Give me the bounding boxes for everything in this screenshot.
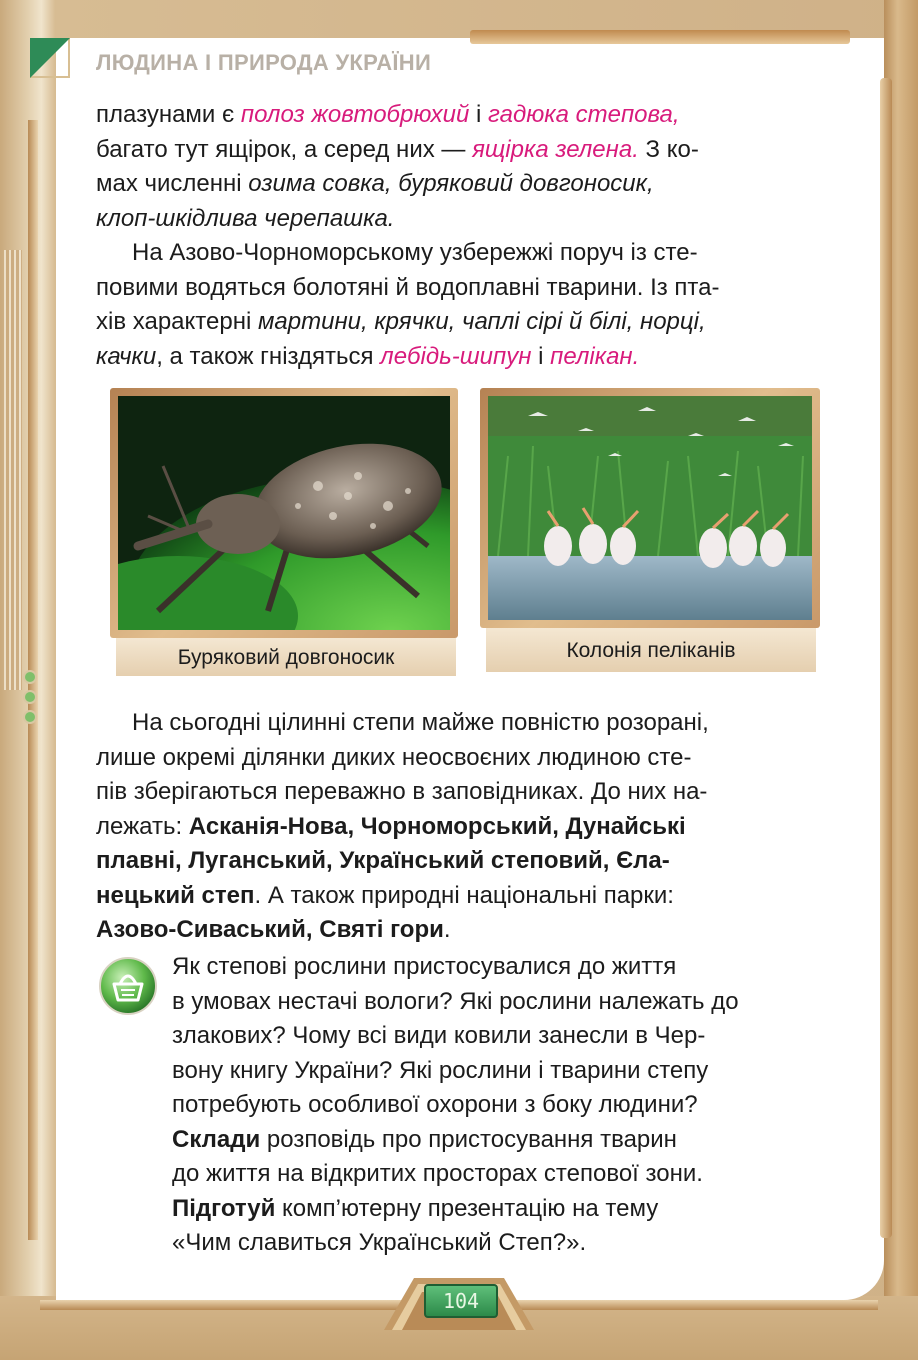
text-span: лежать: [96,812,189,840]
species-name: качки [96,342,157,370]
text-span: хів характерні [96,308,258,335]
basket-icon [98,956,158,1016]
species-name: мартини, крячки, чаплі сірі й білі, норці, [257,308,706,335]
text-span: , а також гніздяться [156,342,381,370]
text-span: і [469,101,489,128]
paragraph-reserves [96,706,839,948]
decorative-dots [25,672,35,732]
photo-caption: Буряковий довгоносик [116,638,456,676]
text-span: . А також природні національні парки: [254,881,674,909]
frame-left-stripes [4,250,22,690]
task-verb: Підготуй [172,1194,276,1222]
reserve-name: Асканія-Нова, Чорноморський, Дунайські [188,812,686,840]
text-line: в умовах нестачі вологи? Які рослини належать до [172,987,739,1015]
photo-pelicans [488,396,812,620]
species-name: озима совка, буряковий довгоносик, [248,170,654,197]
text-line: лише окремі ділянки диких неосвоєних людиною сте- [96,743,692,771]
pelicans-image [488,396,812,620]
species-name: ящірка зелена. [472,135,639,163]
reserve-name: плавні, Луганський, Український степовий, Єла- [96,847,670,874]
photo-caption: Колонія пеліканів [486,628,816,672]
text-line: повими водяться болотяні й водоплавні тварини. Із пта- [96,273,720,301]
corner-triangle-icon [30,38,70,78]
text-line: потребують особливої охорони з боку людини? [172,1091,698,1118]
reserve-name: нецький степ [96,881,255,909]
text-line: до життя на відкритих просторах степової зони. [172,1160,703,1187]
text-span: багато тут ящірок, а серед них — [96,135,473,163]
species-name: гадюка степова, [488,101,680,128]
text-span: плазунами є [96,101,241,128]
text-line: злакових? Чому всі види ковили занесли в Чер- [172,1022,706,1049]
task-questions [172,950,839,1261]
dot-icon [25,692,35,702]
text-span: і [531,342,551,370]
text-span: . [443,916,451,943]
photo-weevil [118,396,450,630]
text-span: мах численні [96,170,249,197]
text-span: З ко- [638,135,699,163]
species-name: клоп-шкідлива черепашка. [96,204,395,232]
text-line: пів зберігаються переважно в заповідниках. До них на- [96,778,708,805]
task-verb: Склади [172,1125,261,1153]
frame-right-rail [880,78,892,1238]
text-line: Як степові рослини пристосувалися до життя [172,953,677,980]
beetle-image [118,396,450,630]
text-line: вону книгу України? Які рослини і тварини степу [172,1056,709,1084]
species-name: полоз жовтобрюхий [240,101,470,128]
frame-top-rail [470,30,850,44]
photo-pelicans-frame [480,388,820,628]
text-line: На сьогодні цілинні степи майже повністю розорані, [132,709,709,736]
text-span: розповідь про пристосування тварин [260,1125,677,1153]
paragraph-reptiles [96,98,839,236]
photo-weevil-frame [110,388,458,638]
dot-icon [25,712,35,722]
species-name: лебідь-шипун [380,342,532,370]
page-number: 104 [424,1284,498,1318]
dot-icon [25,672,35,682]
park-name: Азово-Сиваський, Святі гори [96,916,444,943]
text-line: На Азово-Чорноморському узбережжі поруч із сте- [132,239,698,266]
species-name: пелікан. [550,342,640,370]
text-line: «Чим славиться Український Степ?». [172,1229,587,1256]
text-span: комп’ютерну презентацію на тему [275,1194,659,1222]
paragraph-coast [96,236,839,374]
section-title: ЛЮДИНА І ПРИРОДА УКРАЇНИ [96,50,432,75]
